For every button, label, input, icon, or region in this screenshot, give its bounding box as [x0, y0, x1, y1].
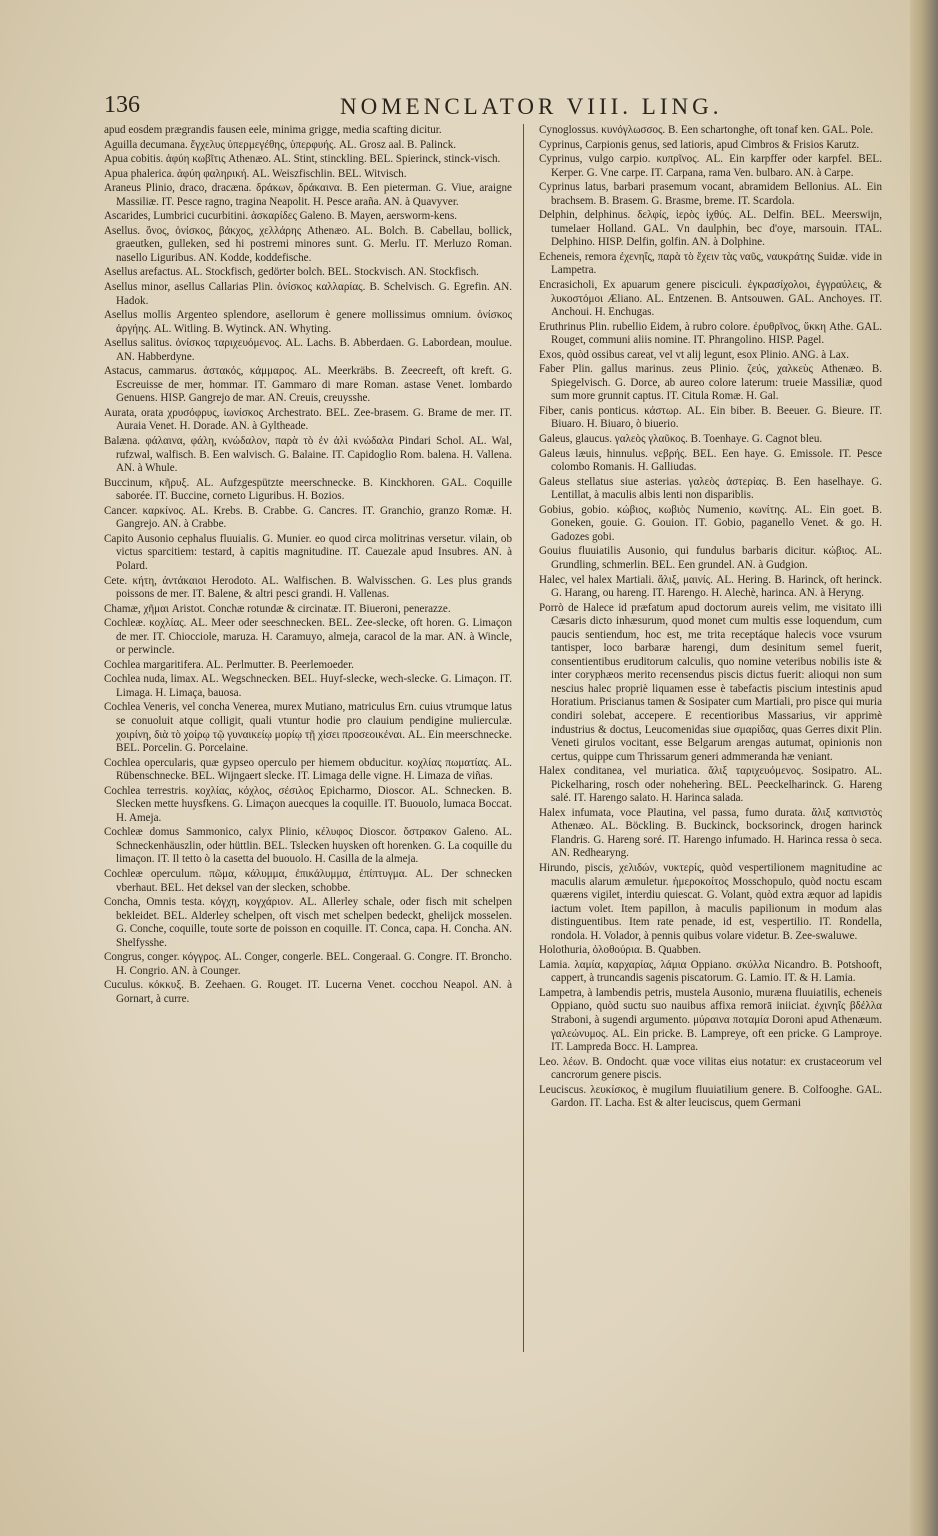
- dictionary-entry: Delphin, delphinus. δελφίς, ἱερὸς ἰχθύς. AL. Delfin. BEL. Meerswijn, tumelaer Holland. GAL. Vn daulphin, bec d'oye, marsouin. ITAL. Delphino. HISP. Delfin, golfin. AN. à Dolphine.: [539, 209, 882, 249]
- dictionary-entry: Halex conditanea, vel muriatica. ἅλιξ ταριχευόμενος. Sosipatro. AL. Pickelharing, rosch oder noheherìng. BEL. Peeckelharinck. G. Hareng salé. IT. Harengo salato. H. Harinca salada.: [539, 765, 882, 805]
- dictionary-entry: Cochleæ operculum. πῶμα, κάλυμμα, ἐπικάλυμμα, ἐπίπτυγμα. AL. Der schnecken vberhaut. BEL. Het deksel van der slecken, schobbe.: [104, 867, 512, 894]
- dictionary-entry: Cochlea terrestris. κοχλίας, κόχλος, σέσιλος Epicharmo, Dioscor. AL. Schnecken. B. Slecken mette huysfkens. G. Limaçon auecques la coquille. IT. Buouolo, lumaca Boccat. H. Ameja.: [104, 784, 512, 824]
- dictionary-entry: apud eosdem prægrandis fausen eele, minima grigge, media scafting dicitur.: [104, 124, 442, 136]
- dictionary-entry: Gouius fluuiatilis Ausonio, qui fundulus barbaris dicitur. κώβιος. AL. Grundling, schmerlin. BEL. Een grundel. AN. à Gudgion.: [539, 545, 882, 571]
- running-head: NOMENCLATOR VIII. LING.: [340, 94, 723, 119]
- dictionary-entry: Aurata, orata χρυσόφρυς, ἰωνίσκος Archestrato. BEL. Zee-brasem. G. Brame de mer. IT. Auraia Venet. H. Dorade. AN. à Gyltheade.: [104, 406, 512, 433]
- dictionary-entry: Eruthrinus Plin. rubellio Eidem, à rubro colore. ἐρυθρῖνος, ὕκκη Athe. GAL. Rouget, communi aliis nomine. IT. Phrangolino. HISP. Pagel.: [539, 320, 882, 347]
- left-column: [104, 124, 512, 1007]
- dictionary-entry: Leo. λέων. B. Ondocht. quæ voce vilitas eius notatur: ex crustaceorum vel cancrorum genere piscis.: [539, 1055, 882, 1082]
- page-number: 136: [104, 92, 140, 118]
- dictionary-entry: Cyprinus, Carpionis genus, sed latioris, apud Cimbros & Frisios Karutz.: [539, 138, 860, 151]
- dictionary-entry: Cuculus. κόκκυξ. B. Zeehaen. G. Rouget. IT. Lucerna Venet. cocchou Neapol. AN. à Gornart, à curre.: [104, 979, 512, 1005]
- dictionary-entry: Concha, Omnis testa. κόγχη, κογχάριον. AL. Allerley schale, oder fisch mit schelpen bekleidet. BEL. Alderley schelpen, oft visch met schelpen bedeckt, ghelijck mosselen. G. Conche, coquille, toute sorte de poisson en coquille. IT. Conca, capa. H. Concha. AN. Shelfysshe.: [104, 896, 512, 949]
- dictionary-entry: Cynoglossus. κυνόγλωσσος. B. Een schartonghe, oft tonaf ken. GAL. Pole.: [539, 124, 874, 136]
- dictionary-entry: Porrò de Halece id præfatum apud doctorum aureis velim, me visitato illi Cæsaris dicto inhæsurum, quod monet cum multis esse loquendum, cum paucis sentiendum, hoc est, me trita receptáque halecis voce vsurum tantisper, loco barbaræ harengi, dum desinitum semel fuerit, consentientibus eruditorum calculis, quo nomine veteribus nobilis iste & inter coryphæos merito recensendus piscis dictus fuerit: alioqui non sum nescius halec propriè liquamen esse è tabefactis piscium intestinis apud Horatium. Priscianus tamen & Sosipater cum Martiali, pro pisce qui muria condiri solebat, accepere. E recentioribus Massarius, vir apprimè industrius & doctus, Leucomenidas siue σμαρίδας, quas Gerres dixit Plin. Veneti girulos vocitant, esse Belgarum arengas autumat, opinionis non certus, quippe cum Thrissarum generi admmeranda hæ veniant.: [539, 601, 882, 763]
- dictionary-entry: Cyprinus, vulgo carpio. κυπρῖνος. AL. Ein karpffer oder karpfel. BEL. Kerper. G. Vne carpe. IT. Carpana, rama Ven. bulbaro. AN. à Carpe.: [539, 153, 882, 179]
- dictionary-entry: Holothuria, ὁλοθούρια. B. Quabben.: [539, 944, 702, 957]
- dictionary-entry: Cochleæ domus Sammonico, calyx Plinio, κέλυφος Dioscor. ὄστρακον Galeno. AL. Schneckenhäuszlin, oder hüttlin. BEL. Tslecken huysken oft horenken. G. La coquille du limaçon. IT. Il tetto ò la casetta del buouolo. H. Casilla de la almeja.: [104, 826, 512, 866]
- dictionary-entry: Leuciscus. λευκίσκος, è mugilum fluuiatilium genere. B. Colfooghe. GAL. Gardon. IT. Lacha. Est & alter leuciscus, quem Germani: [539, 1083, 882, 1110]
- dictionary-entry: Balæna. φάλαινα, φάλη, κνώδαλον, παρὰ τὸ ἐν ἁλὶ κνώδαλα Pindari Schol. AL. Wal, rufzwal, walfisch. B. Een walvisch. G. Balaine. IT. Capidoglio Rom. balena. H. Vallena. AN. à Whule.: [104, 435, 512, 475]
- dictionary-entry: Aguilla decumana. ἔγχελυς ὑπερμεγέθης, ὑπερφυής. AL. Grosz aal. B. Palinck.: [104, 138, 457, 151]
- dictionary-entry: Lamia. λαμία, καρχαρίας, λάμια Oppiano. σκύλλα Nicandro. B. Potshooft, cappert, à truncandis sagenis piscatorum. G. Lamio. IT. & H. Lamia.: [539, 958, 882, 985]
- dictionary-entry: Fiber, canis ponticus. κάστωρ. AL. Ein biber. B. Beeuer. G. Bieure. IT. Biuaro. H. Biuaro, ò biuerio.: [539, 404, 882, 431]
- dictionary-entry: Apua cobitis. ἀφύη κωβῖτις Athenæo. AL. Stint, stinckling. BEL. Spierinck, stinck-visch.: [104, 153, 501, 166]
- dictionary-entry: Cancer. καρκίνος. AL. Krebs. B. Crabbe. G. Cancres. IT. Granchio, granzo Romæ. H. Gangrejo. AN. à Crabbe.: [104, 504, 512, 531]
- dictionary-entry: Asellus mollis Argenteo splendore, asellorum è genere mollissimus omnium. ὀνίσκος ἀργήης. AL. Witling. B. Wytinck. AN. Whyting.: [104, 309, 512, 335]
- dictionary-entry: Cyprinus latus, barbari prasemum vocant, abramidem Bellonius. AL. Ein brachsem. B. Brasem. G. Brasme, breme. IT. Scardola.: [539, 181, 882, 207]
- dictionary-entry: Capito Ausonio cephalus fluuialis. G. Munier. eo quod circa molitrinas versetur. vilain, ob victus sparcitiem: testard, à capitis magnitudine. IT. Cauezale apud Insubres. AN. à Polard.: [104, 532, 512, 572]
- dictionary-entry: Ascarides, Lumbrici cucurbitini. ἀσκαρίδες Galeno. B. Mayen, aersworm-kens.: [104, 210, 458, 223]
- dictionary-entry: Galeus stellatus siue asterias. γαλεὸς ἀστερίας. B. Een haselhaye. G. Lentillat, à maculis albis lenti non dispariblis.: [539, 475, 882, 502]
- dictionary-entry: Cochleæ. κοχλίας. AL. Meer oder seeschnecken. BEL. Zee-slecke, oft horen. G. Limaçon de mer. IT. Chiocciole, maruza. H. Caramuyo, almeja, caracol de la mar. AN. à Wincle, or perwincle.: [104, 617, 512, 657]
- dictionary-entry: Halec, vel halex Martiali. ἅλιξ, μαινίς. AL. Hering. B. Harinck, oft herinck. G. Harang, ou hareng. IT. Harengo. H. Alechè, harinca. AN. à Heryng.: [539, 573, 882, 600]
- dictionary-entry: Halex infumata, voce Plautina, vel passa, fumo durata. ἅλιξ καπνιστὸς Athenæo. AL. Böckling. B. Buckinck, bocksorinck, drogen harinck Flandris. G. Hareng soré. IT. Harengo infumado. H. Harinca ressa ò seca. AN. Redhearyng.: [539, 806, 882, 860]
- dictionary-entry: Cochlea nuda, limax. AL. Wegschnecken. BEL. Huyf-slecke, wech-slecke. G. Limaçon. IT. Limaga. H. Limaça, bauosa.: [104, 673, 512, 699]
- dictionary-entry: Cochlea margaritifera. AL. Perlmutter. B. Peerlemoeder.: [104, 658, 354, 671]
- dictionary-entry: Galeus læuis, hinnulus. νεβρής. BEL. Een haye. G. Emissole. IT. Pesce colombo Romanis. H. Galliudas.: [539, 447, 882, 474]
- dictionary-entry: Asellus minor, asellus Callarias Plin. ὀνίσκος καλλαρίας. B. Schelvisch. G. Egrefin. AN. Hadok.: [104, 281, 512, 307]
- dictionary-entry: Asellus. ὄνος, ὀνίσκος, βάκχος, χελλάρης Athenæo. AL. Bolch. B. Cabellau, bollick, graeutken, gulleken, sed hi postremi minores sunt. G. Merlu. IT. Merluzo Roman. nasello Liguribus. AN. Kodde, koddefische.: [104, 224, 512, 264]
- dictionary-entry: Apua phalerica. ἀφύη φαληρική. AL. Weiszfischlin. BEL. Witvisch.: [104, 167, 407, 180]
- dictionary-entry: Lampetra, à lambendis petris, mustela Ausonio, muræna fluuiatilis, echeneis Oppiano, quòd suctu suo nauibus affixa remorā iniiciat. ἐχινηΐς βδέλλα Straboni, à sugendi argumento. μύραινα ποταμία Doroni apud Athenæum. γαλεώνυμος. AL. Ein pricke. B. Lampreye, oft een pricke. G Lamproye. IT. Lampreda Bocc. H. Lamprea.: [539, 986, 882, 1054]
- dictionary-entry: Asellus arefactus. AL. Stockfisch, gedörter bolch. BEL. Stockvisch. AN. Stockfisch.: [104, 266, 479, 279]
- dictionary-entry: Faber Plin. gallus marinus. zeus Plinio. ζεύς, χαλκεὺς Athenæo. B. Spiegelvisch. G. Dorce, ab aureo colore laterum: trueie Massiliæ, quod sum more grunnit captus. IT. Citula Romæ. H. Gal.: [539, 363, 882, 403]
- dictionary-entry: Echeneis, remora ἐχενηΐς, παρὰ τὸ ἔχειν τὰς ναῦς, ναυκράτης Suidæ. vide in Lampetra.: [539, 250, 882, 277]
- page-edge-shadow: [910, 0, 938, 1536]
- right-column: [539, 124, 882, 1112]
- dictionary-entry: Hirundo, piscis, χελιδών, νυκτερίς, quòd vespertilionem magnitudine ac maculis alarum æmuletur. ἡμεροκοίτος Mosschopulo, quòd noctu escam quærens vigilet, interdiu quiescat. G. Volant, quòd extra æquor ad lapidis iactum volet. Item papillon, à maculis papilionum in modum alas distinguentibus. Item rate penade, id est, vespertilio. IT. Rondella, rondola. H. Volador, à pennis quibus volare videtur. B. Zee-swaluwe.: [539, 861, 882, 942]
- dictionary-entry: Galeus, glaucus. γαλεὸς γλαῦκος. B. Toenhaye. G. Cagnot bleu.: [539, 433, 823, 446]
- dictionary-entry: Encrasicholi, Ex apuarum genere pisciculi. ἐγκρασίχολοι, ἐγγραύλεις, & λυκοστόμοι Æliano. AL. Entzenen. B. Antsouwen. GAL. Anchoyes. IT. Anchoui. H. Enchugas.: [539, 279, 882, 319]
- dictionary-entry: Cochlea opercularis, quæ gypseo operculo per hiemem obducitur. κοχλίας πωματίας. AL. Rübenschnecke. BEL. Wijngaert slecke. IT. Limaga delle vigne. H. Limaza de viñas.: [104, 756, 512, 783]
- dictionary-entry: Asellus salitus. ὀνίσκος ταριχευόμενος. AL. Lachs. B. Abberdaen. G. Labordean, moulue. AN. Habberdyne.: [104, 337, 512, 363]
- dictionary-entry: Chamæ, χῆμαι Aristot. Conchæ rotundæ & circinatæ. IT. Biueroni, penerazze.: [104, 602, 451, 615]
- dictionary-entry: Exos, quòd ossibus careat, vel vt alij legunt, esox Plinio. ANG. à Lax.: [539, 348, 849, 361]
- column-rule: [523, 124, 524, 1352]
- dictionary-entry: Cochlea Veneris, vel concha Venerea, murex Mutiano, matriculus Ern. cuius vtrumque latus se conuoluit atque colligit, quali vtuntur hodie pro clauium pendigine mulierculæ. χοιρίνη, διὰ τὸ χοίρῳ τῷ γυναικείῳ μορίῳ τῇ χίσει προσεοικέναι. AL. Ein meerschnecke. BEL. Porcelin. G. Porcelaine.: [104, 701, 512, 755]
- dictionary-entry: Gobius, gobio. κώβιος, κωβιὸς Numenio, κωνίτης. AL. Ein goet. B. Goneken, gouie. G. Gouion. IT. Gobio, paganello Venet. & go. H. Gadozes gobi.: [539, 503, 882, 543]
- dictionary-entry: Araneus Plinio, draco, dracæna. δράκων, δράκαινα. B. Een pieterman. G. Viue, araigne Massiliæ. IT. Pesce ragno, tragina Neapolit. H. Pesce araña. AN. à Quavyver.: [104, 182, 512, 208]
- dictionary-entry: Astacus, cammarus. ἀστακός, κάμμαρος. AL. Meerkräbs. B. Zeecreeft, oft kreft. G. Escreuisse de mer, hommar. IT. Gammaro di mare Roman. astase Venet. lombardo Genuens. HISP. Gangrejo de mar. AN. Creuis, creuysshe.: [104, 365, 512, 405]
- dictionary-entry: Congrus, conger. κόγγρος. AL. Conger, congerle. BEL. Congeraal. G. Congre. IT. Broncho. H. Congrio. AN. à Counger.: [104, 951, 512, 977]
- dictionary-entry: Buccinum, κῆρυξ. AL. Aufzgespützte meerschnecke. B. Kinckhoren. GAL. Coquille saborée. IT. Buccine, corneto Liguribus. H. Bozios.: [104, 476, 512, 503]
- dictionary-entry: Cete. κήτη, ἀντάκαιοι Herodoto. AL. Walfischen. B. Walvisschen. G. Les plus grands poissons de mer. IT. Balene, & altri pesci grandi. H. Vallenas.: [104, 574, 512, 601]
